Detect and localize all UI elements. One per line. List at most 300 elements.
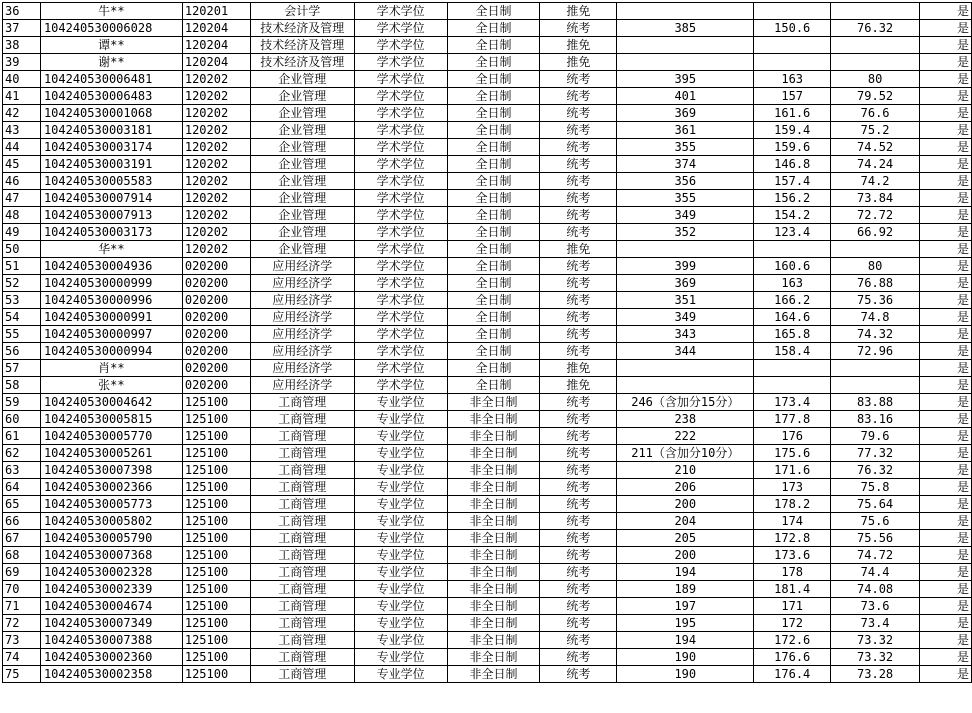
study-mode-cell: 全日制 — [447, 326, 540, 343]
study-mode-cell: 非全日制 — [447, 598, 540, 615]
row-number-cell: 71 — [3, 598, 41, 615]
initial-score-cell: 189 — [617, 581, 754, 598]
retest-score-cell: 123.4 — [754, 224, 831, 241]
admission-type-cell: 统考 — [540, 496, 617, 513]
candidate-id-cell: 104240530003174 — [40, 139, 182, 156]
admitted-flag-cell: 是 — [920, 20, 972, 37]
admission-type-cell: 统考 — [540, 224, 617, 241]
major-code-cell: 125100 — [182, 445, 250, 462]
initial-score-cell: 349 — [617, 207, 754, 224]
table-row — [3, 394, 972, 411]
study-mode-cell: 全日制 — [447, 207, 540, 224]
total-score-cell: 75.6 — [831, 513, 920, 530]
admitted-flag-cell: 是 — [920, 530, 972, 547]
row-number-cell: 44 — [3, 139, 41, 156]
row-number-cell: 64 — [3, 479, 41, 496]
admitted-flag-cell: 是 — [920, 326, 972, 343]
major-name-cell: 工商管理 — [250, 632, 354, 649]
degree-type-cell: 学术学位 — [354, 20, 447, 37]
admitted-flag-cell: 是 — [920, 105, 972, 122]
major-name-cell: 应用经济学 — [250, 343, 354, 360]
retest-score-cell: 176.6 — [754, 649, 831, 666]
total-score-cell — [831, 3, 920, 20]
total-score-cell: 66.92 — [831, 224, 920, 241]
candidate-id-cell: 104240530006481 — [40, 71, 182, 88]
row-number-cell: 67 — [3, 530, 41, 547]
study-mode-cell: 非全日制 — [447, 411, 540, 428]
degree-type-cell: 学术学位 — [354, 207, 447, 224]
table-body — [3, 3, 972, 683]
total-score-cell: 74.24 — [831, 156, 920, 173]
degree-type-cell: 学术学位 — [354, 309, 447, 326]
degree-type-cell: 学术学位 — [354, 156, 447, 173]
total-score-cell: 76.32 — [831, 20, 920, 37]
table-row — [3, 122, 972, 139]
major-code-cell: 125100 — [182, 462, 250, 479]
candidate-id-cell: 104240530005802 — [40, 513, 182, 530]
admission-type-cell: 统考 — [540, 615, 617, 632]
initial-score-cell: 195 — [617, 615, 754, 632]
major-name-cell: 企业管理 — [250, 241, 354, 258]
total-score-cell: 72.72 — [831, 207, 920, 224]
row-number-cell: 62 — [3, 445, 41, 462]
total-score-cell: 72.96 — [831, 343, 920, 360]
degree-type-cell: 学术学位 — [354, 139, 447, 156]
study-mode-cell: 非全日制 — [447, 394, 540, 411]
admission-type-cell: 统考 — [540, 173, 617, 190]
study-mode-cell: 全日制 — [447, 37, 540, 54]
major-name-cell: 工商管理 — [250, 530, 354, 547]
study-mode-cell: 全日制 — [447, 377, 540, 394]
retest-score-cell: 171 — [754, 598, 831, 615]
table-row — [3, 156, 972, 173]
candidate-id-cell: 104240530004674 — [40, 598, 182, 615]
study-mode-cell: 非全日制 — [447, 496, 540, 513]
study-mode-cell: 非全日制 — [447, 581, 540, 598]
candidate-id-cell: 104240530005583 — [40, 173, 182, 190]
table-row — [3, 292, 972, 309]
admitted-flag-cell: 是 — [920, 309, 972, 326]
major-name-cell: 应用经济学 — [250, 326, 354, 343]
admitted-flag-cell: 是 — [920, 3, 972, 20]
admitted-flag-cell: 是 — [920, 428, 972, 445]
row-number-cell: 38 — [3, 37, 41, 54]
row-number-cell: 46 — [3, 173, 41, 190]
admission-type-cell: 统考 — [540, 326, 617, 343]
row-number-cell: 72 — [3, 615, 41, 632]
major-code-cell: 120201 — [182, 3, 250, 20]
total-score-cell: 74.32 — [831, 326, 920, 343]
major-name-cell: 应用经济学 — [250, 360, 354, 377]
retest-score-cell: 161.6 — [754, 105, 831, 122]
major-code-cell: 125100 — [182, 649, 250, 666]
admission-type-cell: 统考 — [540, 632, 617, 649]
major-name-cell: 工商管理 — [250, 666, 354, 683]
total-score-cell: 80 — [831, 258, 920, 275]
total-score-cell: 73.28 — [831, 666, 920, 683]
total-score-cell: 73.32 — [831, 649, 920, 666]
study-mode-cell: 非全日制 — [447, 666, 540, 683]
admitted-flag-cell: 是 — [920, 649, 972, 666]
total-score-cell: 74.4 — [831, 564, 920, 581]
initial-score-cell: 395 — [617, 71, 754, 88]
degree-type-cell: 专业学位 — [354, 513, 447, 530]
row-number-cell: 55 — [3, 326, 41, 343]
admitted-flag-cell: 是 — [920, 513, 972, 530]
major-name-cell: 应用经济学 — [250, 275, 354, 292]
major-name-cell: 工商管理 — [250, 513, 354, 530]
major-name-cell: 工商管理 — [250, 564, 354, 581]
total-score-cell: 75.8 — [831, 479, 920, 496]
initial-score-cell: 210 — [617, 462, 754, 479]
retest-score-cell: 173.6 — [754, 547, 831, 564]
degree-type-cell: 专业学位 — [354, 394, 447, 411]
study-mode-cell: 非全日制 — [447, 513, 540, 530]
row-number-cell: 49 — [3, 224, 41, 241]
admitted-flag-cell: 是 — [920, 88, 972, 105]
retest-score-cell — [754, 37, 831, 54]
admission-type-cell: 统考 — [540, 394, 617, 411]
major-name-cell: 工商管理 — [250, 445, 354, 462]
study-mode-cell: 全日制 — [447, 156, 540, 173]
initial-score-cell: 401 — [617, 88, 754, 105]
admission-type-cell: 统考 — [540, 258, 617, 275]
degree-type-cell: 学术学位 — [354, 377, 447, 394]
row-number-cell: 48 — [3, 207, 41, 224]
row-number-cell: 66 — [3, 513, 41, 530]
admitted-flag-cell: 是 — [920, 598, 972, 615]
retest-score-cell: 158.4 — [754, 343, 831, 360]
admission-type-cell: 统考 — [540, 666, 617, 683]
total-score-cell: 73.84 — [831, 190, 920, 207]
major-name-cell: 工商管理 — [250, 411, 354, 428]
candidate-id-cell: 张** — [40, 377, 182, 394]
study-mode-cell: 全日制 — [447, 241, 540, 258]
total-score-cell: 80 — [831, 71, 920, 88]
initial-score-cell: 200 — [617, 496, 754, 513]
total-score-cell: 75.56 — [831, 530, 920, 547]
table-row — [3, 598, 972, 615]
major-code-cell: 125100 — [182, 632, 250, 649]
total-score-cell: 74.8 — [831, 309, 920, 326]
table-row — [3, 462, 972, 479]
admitted-flag-cell: 是 — [920, 139, 972, 156]
admission-list-table — [2, 2, 972, 683]
total-score-cell — [831, 360, 920, 377]
major-code-cell: 020200 — [182, 309, 250, 326]
row-number-cell: 69 — [3, 564, 41, 581]
admitted-flag-cell: 是 — [920, 581, 972, 598]
admission-type-cell: 统考 — [540, 445, 617, 462]
retest-score-cell: 174 — [754, 513, 831, 530]
table-row — [3, 258, 972, 275]
degree-type-cell: 专业学位 — [354, 666, 447, 683]
candidate-id-cell: 104240530005773 — [40, 496, 182, 513]
table-row — [3, 190, 972, 207]
admitted-flag-cell: 是 — [920, 54, 972, 71]
admission-type-cell: 推免 — [540, 360, 617, 377]
row-number-cell: 47 — [3, 190, 41, 207]
total-score-cell: 73.4 — [831, 615, 920, 632]
degree-type-cell: 学术学位 — [354, 360, 447, 377]
admitted-flag-cell: 是 — [920, 377, 972, 394]
admission-type-cell: 统考 — [540, 411, 617, 428]
row-number-cell: 73 — [3, 632, 41, 649]
major-name-cell: 应用经济学 — [250, 258, 354, 275]
major-name-cell: 企业管理 — [250, 207, 354, 224]
retest-score-cell: 173.4 — [754, 394, 831, 411]
admitted-flag-cell: 是 — [920, 445, 972, 462]
initial-score-cell — [617, 3, 754, 20]
degree-type-cell: 学术学位 — [354, 122, 447, 139]
initial-score-cell — [617, 54, 754, 71]
major-code-cell: 120202 — [182, 71, 250, 88]
major-name-cell: 企业管理 — [250, 156, 354, 173]
degree-type-cell: 学术学位 — [354, 326, 447, 343]
candidate-id-cell: 肖** — [40, 360, 182, 377]
candidate-id-cell: 104240530000996 — [40, 292, 182, 309]
degree-type-cell: 专业学位 — [354, 428, 447, 445]
admission-type-cell: 推免 — [540, 377, 617, 394]
admitted-flag-cell: 是 — [920, 258, 972, 275]
admission-type-cell: 推免 — [540, 241, 617, 258]
degree-type-cell: 学术学位 — [354, 88, 447, 105]
retest-score-cell: 150.6 — [754, 20, 831, 37]
table-row — [3, 513, 972, 530]
row-number-cell: 40 — [3, 71, 41, 88]
retest-score-cell — [754, 54, 831, 71]
study-mode-cell: 全日制 — [447, 275, 540, 292]
candidate-id-cell: 104240530002358 — [40, 666, 182, 683]
retest-score-cell: 159.4 — [754, 122, 831, 139]
candidate-id-cell: 104240530005261 — [40, 445, 182, 462]
retest-score-cell: 163 — [754, 275, 831, 292]
study-mode-cell: 全日制 — [447, 139, 540, 156]
degree-type-cell: 专业学位 — [354, 530, 447, 547]
table-row — [3, 564, 972, 581]
row-number-cell: 50 — [3, 241, 41, 258]
major-name-cell: 工商管理 — [250, 428, 354, 445]
admission-type-cell: 统考 — [540, 20, 617, 37]
candidate-id-cell: 104240530007349 — [40, 615, 182, 632]
total-score-cell: 74.2 — [831, 173, 920, 190]
study-mode-cell: 全日制 — [447, 20, 540, 37]
major-code-cell: 125100 — [182, 394, 250, 411]
study-mode-cell: 非全日制 — [447, 530, 540, 547]
major-code-cell: 020200 — [182, 326, 250, 343]
major-name-cell: 企业管理 — [250, 224, 354, 241]
candidate-id-cell: 华** — [40, 241, 182, 258]
major-name-cell: 企业管理 — [250, 105, 354, 122]
candidate-id-cell: 104240530001068 — [40, 105, 182, 122]
major-code-cell: 120202 — [182, 190, 250, 207]
major-code-cell: 125100 — [182, 598, 250, 615]
candidate-id-cell: 104240530005770 — [40, 428, 182, 445]
candidate-id-cell: 谢** — [40, 54, 182, 71]
admission-type-cell: 推免 — [540, 3, 617, 20]
major-code-cell: 020200 — [182, 343, 250, 360]
total-score-cell: 75.2 — [831, 122, 920, 139]
study-mode-cell: 全日制 — [447, 122, 540, 139]
candidate-id-cell: 104240530007913 — [40, 207, 182, 224]
table-row — [3, 666, 972, 683]
major-code-cell: 125100 — [182, 428, 250, 445]
candidate-id-cell: 谭** — [40, 37, 182, 54]
admission-type-cell: 统考 — [540, 564, 617, 581]
initial-score-cell: 194 — [617, 564, 754, 581]
total-score-cell — [831, 54, 920, 71]
major-name-cell: 企业管理 — [250, 71, 354, 88]
admission-type-cell: 统考 — [540, 88, 617, 105]
major-code-cell: 125100 — [182, 615, 250, 632]
major-name-cell: 企业管理 — [250, 139, 354, 156]
major-name-cell: 工商管理 — [250, 649, 354, 666]
table-row — [3, 343, 972, 360]
total-score-cell: 76.6 — [831, 105, 920, 122]
table-row — [3, 241, 972, 258]
admitted-flag-cell: 是 — [920, 343, 972, 360]
major-name-cell: 工商管理 — [250, 462, 354, 479]
major-code-cell: 125100 — [182, 479, 250, 496]
study-mode-cell: 非全日制 — [447, 632, 540, 649]
admitted-flag-cell: 是 — [920, 37, 972, 54]
row-number-cell: 57 — [3, 360, 41, 377]
initial-score-cell: 369 — [617, 275, 754, 292]
table-row — [3, 3, 972, 20]
study-mode-cell: 全日制 — [447, 309, 540, 326]
admitted-flag-cell: 是 — [920, 241, 972, 258]
initial-score-cell: 197 — [617, 598, 754, 615]
candidate-id-cell: 104240530002360 — [40, 649, 182, 666]
degree-type-cell: 学术学位 — [354, 343, 447, 360]
major-name-cell: 技术经济及管理 — [250, 54, 354, 71]
admitted-flag-cell: 是 — [920, 462, 972, 479]
degree-type-cell: 专业学位 — [354, 615, 447, 632]
admission-type-cell: 统考 — [540, 309, 617, 326]
degree-type-cell: 学术学位 — [354, 105, 447, 122]
table-row — [3, 71, 972, 88]
row-number-cell: 42 — [3, 105, 41, 122]
major-code-cell: 120202 — [182, 241, 250, 258]
major-code-cell: 125100 — [182, 513, 250, 530]
row-number-cell: 51 — [3, 258, 41, 275]
major-code-cell: 120202 — [182, 156, 250, 173]
admitted-flag-cell: 是 — [920, 615, 972, 632]
study-mode-cell: 非全日制 — [447, 649, 540, 666]
retest-score-cell: 165.8 — [754, 326, 831, 343]
table-row — [3, 309, 972, 326]
initial-score-cell: 344 — [617, 343, 754, 360]
initial-score-cell: 374 — [617, 156, 754, 173]
table-row — [3, 581, 972, 598]
row-number-cell: 61 — [3, 428, 41, 445]
total-score-cell: 76.88 — [831, 275, 920, 292]
degree-type-cell: 专业学位 — [354, 445, 447, 462]
admission-type-cell: 统考 — [540, 649, 617, 666]
retest-score-cell: 173 — [754, 479, 831, 496]
degree-type-cell: 专业学位 — [354, 649, 447, 666]
study-mode-cell: 全日制 — [447, 190, 540, 207]
total-score-cell: 76.32 — [831, 462, 920, 479]
row-number-cell: 52 — [3, 275, 41, 292]
study-mode-cell: 全日制 — [447, 54, 540, 71]
study-mode-cell: 非全日制 — [447, 462, 540, 479]
admission-type-cell: 统考 — [540, 547, 617, 564]
table-row — [3, 547, 972, 564]
degree-type-cell: 专业学位 — [354, 632, 447, 649]
candidate-id-cell: 104240530002328 — [40, 564, 182, 581]
total-score-cell: 79.52 — [831, 88, 920, 105]
table-row — [3, 88, 972, 105]
major-code-cell: 020200 — [182, 360, 250, 377]
admitted-flag-cell: 是 — [920, 224, 972, 241]
row-number-cell: 65 — [3, 496, 41, 513]
major-name-cell: 企业管理 — [250, 173, 354, 190]
study-mode-cell: 非全日制 — [447, 615, 540, 632]
total-score-cell: 83.16 — [831, 411, 920, 428]
retest-score-cell: 176 — [754, 428, 831, 445]
initial-score-cell: 222 — [617, 428, 754, 445]
total-score-cell: 73.32 — [831, 632, 920, 649]
total-score-cell: 79.6 — [831, 428, 920, 445]
major-code-cell: 125100 — [182, 666, 250, 683]
major-name-cell: 技术经济及管理 — [250, 37, 354, 54]
degree-type-cell: 专业学位 — [354, 598, 447, 615]
initial-score-cell: 351 — [617, 292, 754, 309]
degree-type-cell: 学术学位 — [354, 54, 447, 71]
table-row — [3, 360, 972, 377]
retest-score-cell: 172.6 — [754, 632, 831, 649]
major-code-cell: 125100 — [182, 530, 250, 547]
admission-type-cell: 统考 — [540, 156, 617, 173]
admission-type-cell: 统考 — [540, 105, 617, 122]
retest-score-cell: 154.2 — [754, 207, 831, 224]
major-code-cell: 125100 — [182, 547, 250, 564]
admission-type-cell: 统考 — [540, 122, 617, 139]
initial-score-cell: 352 — [617, 224, 754, 241]
candidate-id-cell: 104240530002339 — [40, 581, 182, 598]
major-code-cell: 120202 — [182, 173, 250, 190]
major-code-cell: 125100 — [182, 496, 250, 513]
initial-score-cell: 238 — [617, 411, 754, 428]
admitted-flag-cell: 是 — [920, 190, 972, 207]
major-name-cell: 会计学 — [250, 3, 354, 20]
degree-type-cell: 学术学位 — [354, 275, 447, 292]
retest-score-cell: 171.6 — [754, 462, 831, 479]
admission-type-cell: 统考 — [540, 479, 617, 496]
retest-score-cell: 156.2 — [754, 190, 831, 207]
degree-type-cell: 学术学位 — [354, 292, 447, 309]
initial-score-cell: 211（含加分10分） — [617, 445, 754, 462]
major-name-cell: 工商管理 — [250, 547, 354, 564]
candidate-id-cell: 104240530005815 — [40, 411, 182, 428]
row-number-cell: 74 — [3, 649, 41, 666]
total-score-cell: 75.36 — [831, 292, 920, 309]
row-number-cell: 58 — [3, 377, 41, 394]
retest-score-cell: 177.8 — [754, 411, 831, 428]
major-code-cell: 125100 — [182, 564, 250, 581]
major-name-cell: 应用经济学 — [250, 309, 354, 326]
admission-type-cell: 统考 — [540, 343, 617, 360]
study-mode-cell: 非全日制 — [447, 547, 540, 564]
total-score-cell: 74.72 — [831, 547, 920, 564]
initial-score-cell: 399 — [617, 258, 754, 275]
admission-type-cell: 统考 — [540, 581, 617, 598]
admitted-flag-cell: 是 — [920, 207, 972, 224]
retest-score-cell: 160.6 — [754, 258, 831, 275]
admitted-flag-cell: 是 — [920, 632, 972, 649]
total-score-cell: 73.6 — [831, 598, 920, 615]
